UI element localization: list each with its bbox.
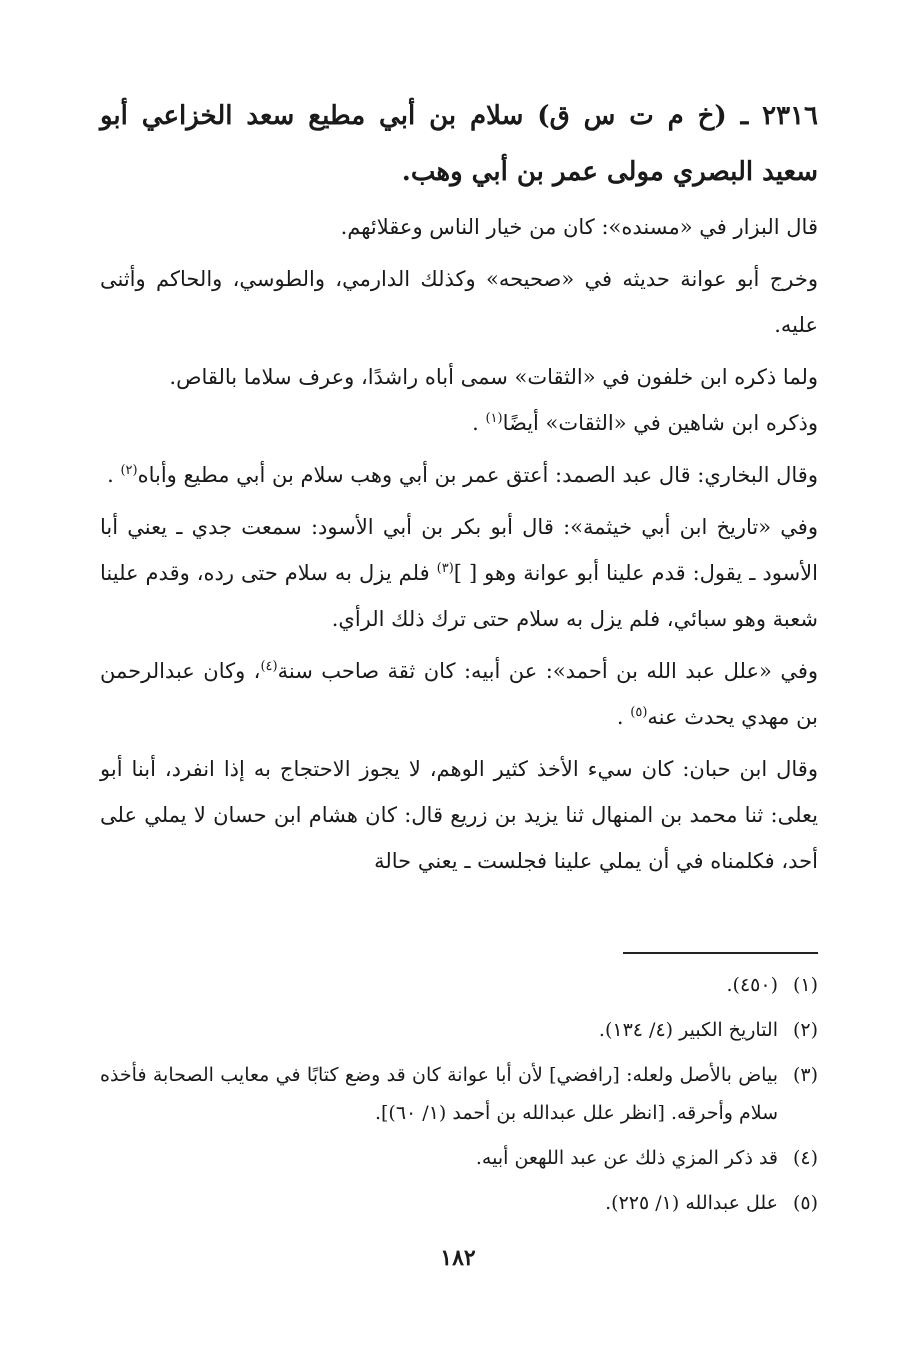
text-segment: وفي «علل عبد الله بن أحمد»: عن أبيه: كان ثقة صاحب سنة — [277, 659, 818, 683]
footnote — [100, 1056, 818, 1132]
paragraph — [100, 354, 818, 446]
text-segment: وقال البخاري: قال عبد الصمد: أعتق عمر بن أبي وهب سلام بن أبي مطيع وأباه — [137, 463, 818, 487]
page-number: ١٨٢ — [440, 1245, 476, 1271]
footnote-text: بياض بالأصل ولعله: [رافضي] لأن أبا عوانة كان قد وضع كتابًا في معايب الصحابة فأخذه سلام وأحرقه. [انظر علل عبدالله بن أحمد (١/ ٦٠)]. — [100, 1064, 778, 1124]
paragraph-line — [100, 648, 818, 740]
paragraph-line — [100, 746, 818, 884]
text-segment: . — [472, 411, 486, 435]
footnote-number: (٣) — [792, 1064, 818, 1086]
footnote — [100, 966, 818, 1004]
paragraph-line — [100, 400, 818, 446]
paragraph — [100, 256, 818, 348]
footnotes-section — [100, 966, 818, 1229]
footnote-number: (٤) — [792, 1147, 818, 1169]
footnote — [100, 1011, 818, 1049]
footnote-number: (٢) — [792, 1019, 818, 1041]
footnote-ref: (١) — [485, 411, 503, 426]
footnote-text: قد ذكر المزي ذلك عن عبد اللهعن أبيه. — [475, 1147, 778, 1169]
footnote-ref: (٤) — [260, 659, 278, 674]
footnote-ref: (٢) — [120, 463, 138, 478]
text-segment: وفي «تاريخ ابن أبي خيثمة»: قال أبو بكر بن أبي الأسود: سمعت جدي ـ يعني أبا الأسود ـ يقول: قدم علينا أبو عوانة وهو [ ] — [100, 515, 818, 585]
text-segment: وقال ابن حبان: كان سيء الأخذ كثير الوهم، لا يجوز الاحتجاج به إذا انفرد، أبنا أبو يعلى: ثنا محمد بن المنهال ثنا يزيد بن زريع قال: كان هشام ابن حسان لا يملي على أحد، فكلمناه في أن يملي علينا فجلست ـ يعني حالة — [100, 757, 818, 873]
paragraph-line — [100, 354, 818, 400]
footnote-ref: (٣) — [436, 561, 454, 576]
footnote — [100, 1139, 818, 1177]
footnote-text: التاريخ الكبير (٤/ ١٣٤). — [598, 1019, 778, 1041]
footnote-ref: (٥) — [630, 705, 648, 720]
footnote-number: (١) — [792, 974, 818, 996]
paragraph-line — [100, 204, 818, 250]
paragraph — [100, 504, 818, 642]
main-text — [100, 88, 818, 890]
text-segment: . — [616, 705, 631, 729]
footnote-text: (٤٥٠). — [726, 974, 778, 996]
footnote-text: علل عبدالله (١/ ٢٢٥). — [605, 1192, 778, 1214]
footnote-number: (٥) — [792, 1192, 818, 1214]
footnote — [100, 1184, 818, 1222]
text-segment: وذكره ابن شاهين في «الثقات» أيضًا — [502, 411, 818, 435]
text-segment: قال البزار في «مسنده»: كان من خيار الناس وعقلائهم. — [340, 215, 818, 239]
footnote-divider — [623, 952, 818, 954]
paragraph — [100, 746, 818, 884]
text-segment: . — [107, 463, 121, 487]
text-segment: فلم يزل به سلام حتى رده، وقدم علينا شعبة وهو سبائي، فلم يزل به سلام حتى ترك ذلك الرأي. — [100, 561, 818, 631]
paragraph-line — [100, 504, 818, 642]
paragraph — [100, 204, 818, 250]
text-segment: وخرج أبو عوانة حديثه في «صحيحه» وكذلك الدارمي، والطوسي، والحاكم وأثنى عليه. — [100, 267, 818, 337]
text-segment: ، وكان عبدالرحمن بن مهدي يحدث عنه — [100, 659, 818, 729]
paragraph — [100, 648, 818, 740]
text-segment: ولما ذكره ابن خلفون في «الثقات» سمى أباه راشدًا، وعرف سلاما بالقاص. — [169, 365, 818, 389]
entry-heading: ٢٣١٦ ـ (خ م ت س ق) سلام بن أبي مطيع سعد الخزاعي أبو سعيد البصري مولى عمر بن أبي وهب. — [100, 101, 818, 187]
paragraph — [100, 452, 818, 498]
paragraph-list — [100, 204, 818, 884]
paragraph-line — [100, 256, 818, 348]
paragraph-line — [100, 452, 818, 498]
